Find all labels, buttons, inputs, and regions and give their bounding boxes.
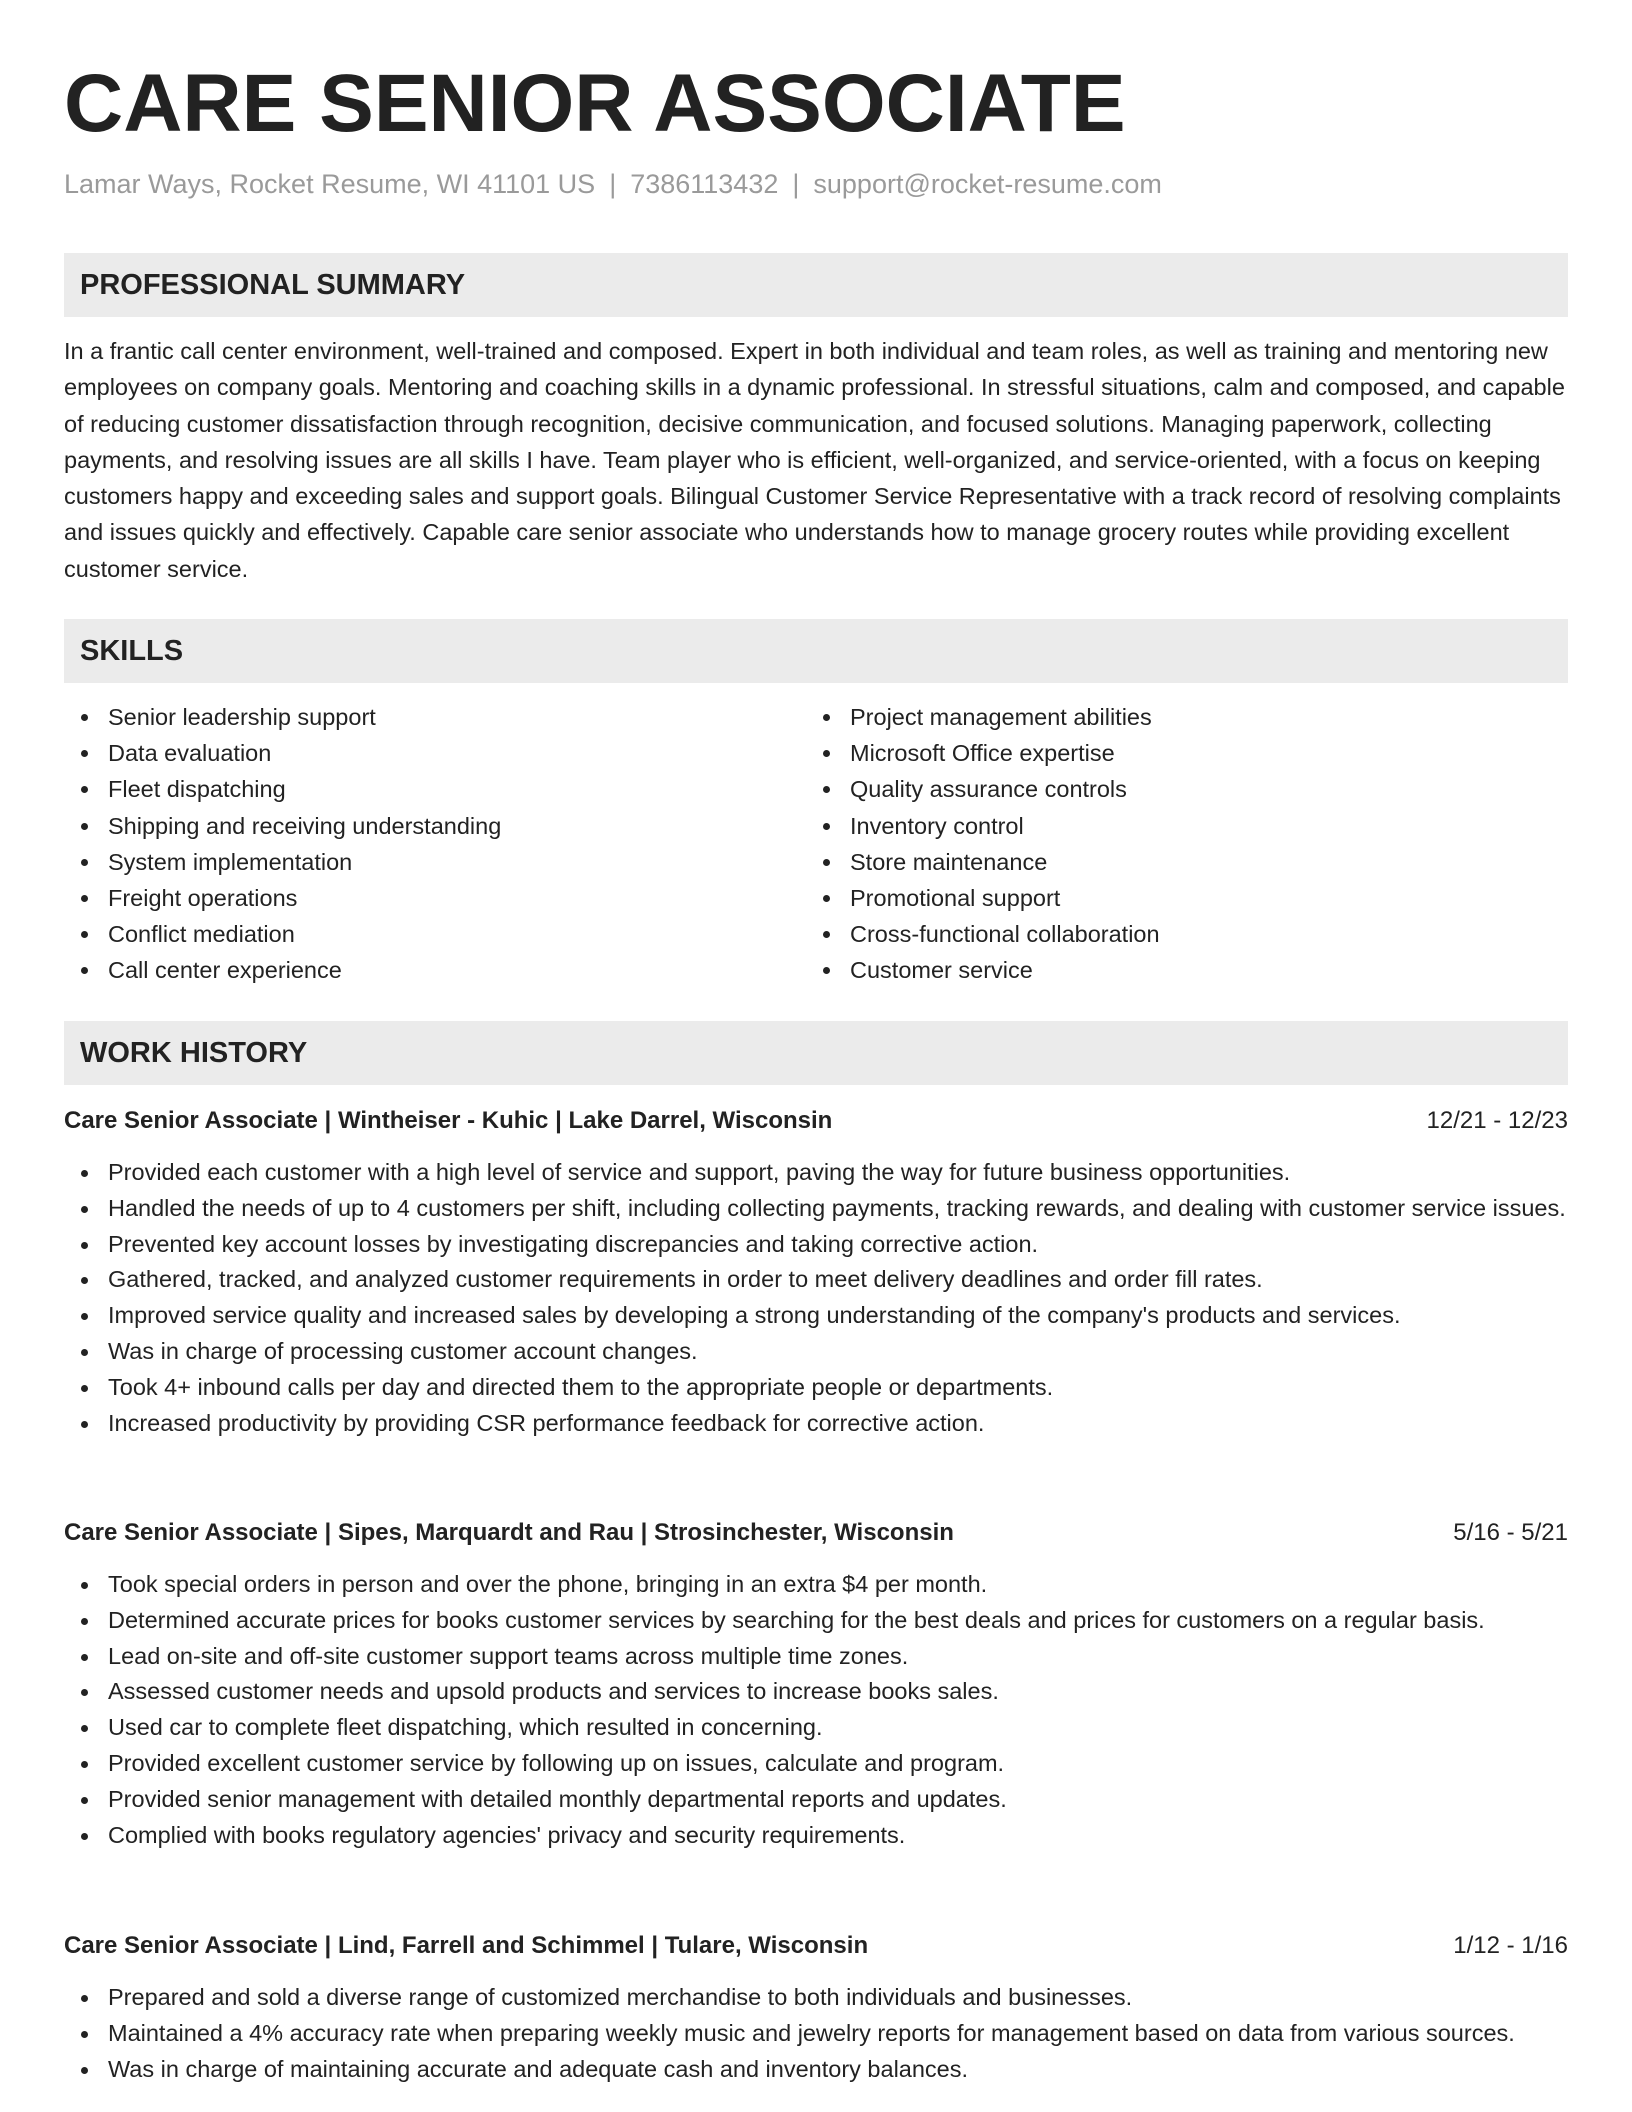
job-bullet: Prevented key account losses by investigating discrepancies and taking corrective action. [64, 1227, 1568, 1263]
job-bullet: Handled the needs of up to 4 customers per shift, including collecting payments, tracking rewards, and dealing with customer service issues. [64, 1191, 1568, 1227]
skill-item: Quality assurance controls [806, 771, 1548, 807]
job-title: Care Senior Associate | Lind, Farrell and Schimmel | Tulare, Wisconsin [64, 1932, 869, 1959]
skills-column-left [64, 699, 806, 989]
job-bullet: Provided each customer with a high level of service and support, paving the way for future business opportunities. [64, 1155, 1568, 1191]
job-bullets [64, 1980, 1568, 2087]
job-bullets [64, 1155, 1568, 1441]
job-title: Care Senior Associate | Sipes, Marquardt and Rau | Strosinchester, Wisconsin [64, 1519, 954, 1546]
job-bullet: Determined accurate prices for books customer services by searching for the best deals and prices for customers on a regular basis. [64, 1603, 1568, 1639]
job-bullet: Lead on-site and off-site customer support teams across multiple time zones. [64, 1639, 1568, 1675]
contact-separator: | [609, 169, 617, 199]
skill-item: Customer service [806, 952, 1548, 988]
job-bullet: Improved service quality and increased sales by developing a strong understanding of the company's products and services. [64, 1298, 1568, 1334]
skill-item: Promotional support [806, 880, 1548, 916]
contact-email: support@rocket-resume.com [813, 169, 1162, 199]
skill-item: Call center experience [64, 952, 806, 988]
job-entry [64, 1928, 1568, 2087]
skill-item: Inventory control [806, 808, 1548, 844]
skills-heading: SKILLS [64, 619, 1568, 683]
job-header [64, 1515, 1568, 1551]
job-bullet: Prepared and sold a diverse range of customized merchandise to both individuals and businesses. [64, 1980, 1568, 2016]
job-bullet: Was in charge of maintaining accurate and adequate cash and inventory balances. [64, 2052, 1568, 2088]
skill-item: Shipping and receiving understanding [64, 808, 806, 844]
job-dates: 5/16 - 5/21 [1453, 1519, 1568, 1546]
job-title: Care Senior Associate | Wintheiser - Kuhic | Lake Darrel, Wisconsin [64, 1107, 833, 1134]
job-bullet: Complied with books regulatory agencies' privacy and security requirements. [64, 1818, 1568, 1854]
skill-item: Microsoft Office expertise [806, 735, 1548, 771]
job-bullets [64, 1567, 1568, 1853]
job-header [64, 1103, 1568, 1139]
skill-item: Freight operations [64, 880, 806, 916]
job-bullet: Assessed customer needs and upsold products and services to increase books sales. [64, 1674, 1568, 1710]
skill-item: Project management abilities [806, 699, 1548, 735]
job-header [64, 1928, 1568, 1964]
summary-heading: PROFESSIONAL SUMMARY [64, 253, 1568, 317]
skills-column-right [806, 699, 1548, 989]
skill-item: Data evaluation [64, 735, 806, 771]
job-bullet: Gathered, tracked, and analyzed customer requirements in order to meet delivery deadlines and order fill rates. [64, 1262, 1568, 1298]
job-bullet: Used car to complete fleet dispatching, which resulted in concerning. [64, 1710, 1568, 1746]
job-entry [64, 1103, 1568, 1441]
candidate-name: CARE SENIOR ASSOCIATE [64, 58, 1126, 149]
contact-separator: | [792, 169, 800, 199]
job-bullet: Provided excellent customer service by following up on issues, calculate and program. [64, 1746, 1568, 1782]
skill-item: System implementation [64, 844, 806, 880]
skill-item: Senior leadership support [64, 699, 806, 735]
skill-item: Conflict mediation [64, 916, 806, 952]
job-dates: 12/21 - 12/23 [1426, 1107, 1568, 1134]
job-bullet: Maintained a 4% accuracy rate when preparing weekly music and jewelry reports for management based on data from various sources. [64, 2016, 1568, 2052]
job-bullet: Took special orders in person and over the phone, bringing in an extra $4 per month. [64, 1567, 1568, 1603]
contact-phone: 7386113432 [630, 169, 779, 199]
skill-item: Fleet dispatching [64, 771, 806, 807]
job-entry [64, 1515, 1568, 1853]
job-bullet: Increased productivity by providing CSR performance feedback for corrective action. [64, 1406, 1568, 1442]
contact-line [64, 164, 1162, 204]
skills-list [64, 699, 1568, 989]
job-bullet: Provided senior management with detailed monthly departmental reports and updates. [64, 1782, 1568, 1818]
contact-address: Lamar Ways, Rocket Resume, WI 41101 US [64, 169, 596, 199]
job-bullet: Took 4+ inbound calls per day and directed them to the appropriate people or departments. [64, 1370, 1568, 1406]
job-dates: 1/12 - 1/16 [1453, 1932, 1568, 1959]
job-bullet: Was in charge of processing customer account changes. [64, 1334, 1568, 1370]
skill-item: Store maintenance [806, 844, 1548, 880]
skill-item: Cross-functional collaboration [806, 916, 1548, 952]
work-history-heading: WORK HISTORY [64, 1021, 1568, 1085]
summary-text: In a frantic call center environment, well-trained and composed. Expert in both individual and team roles, as well as training and mentoring new employees on company goals. Mentoring and coaching skills in a dynamic professional. In stressful situations, calm and composed, and capable of reducing customer dissatisfaction through recognition, decisive communication, and focused solutions. Managing paperwork, collecting payments, and resolving issues are all skills I have. Team player who is efficient, well-organized, and service-oriented, with a focus on keeping customers happy and exceeding sales and support goals. Bilingual Customer Service Representative with a track record of resolving complaints and issues quickly and effectively. Capable care senior associate who understands how to manage grocery routes while providing excellent customer service. [64, 338, 1565, 582]
